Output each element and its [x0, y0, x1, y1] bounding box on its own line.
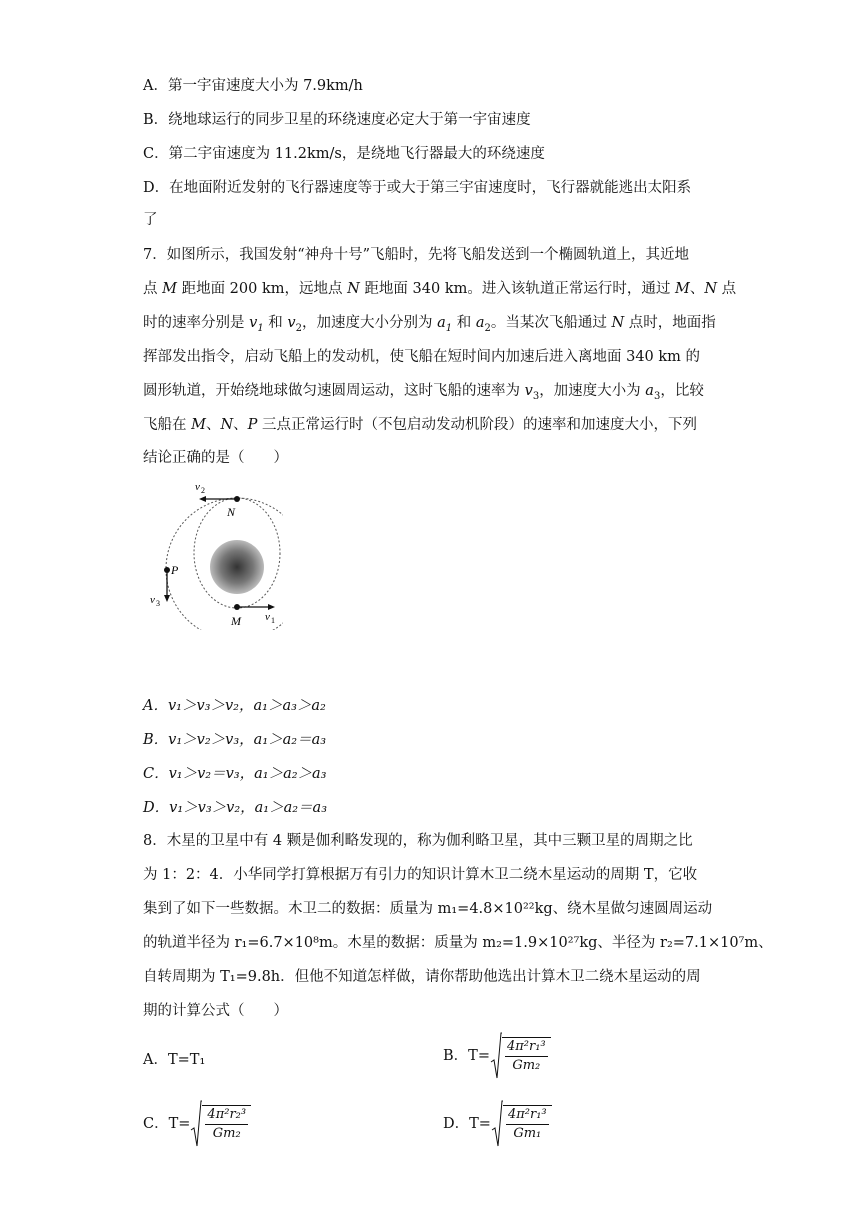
- label-v3: v: [150, 594, 155, 606]
- sqrt-symbol: [190, 1100, 202, 1148]
- sqrt-symbol: [491, 1100, 503, 1148]
- q8-line-3: 集到了如下一些数据。木卫二的数据：质量为 m₁=4.8×10²²kg、绕木星做匀速圆周运动: [143, 901, 713, 917]
- q8-line-4: 的轨道半径为 r₁=6.7×10⁸m。木星的数据：质量为 m₂=1.9×10²⁷kg、半径为 r₂=7.1×10⁷m、: [143, 935, 773, 951]
- q7-line-3: 时的速率分别是 $v_1$ 和 $v_2$，加速度大小分别为 $a_1$ 和 $a_2$。当某次飞船通过 N 点时，地面指: [143, 315, 716, 334]
- label-v1: v: [265, 611, 270, 623]
- q8-option-d: D．T= $\frac{\text{4π²r₁³}}{\text{Gm₁}}$: [443, 1100, 552, 1148]
- q8-line-6: 期的计算公式（ ）: [143, 1003, 288, 1019]
- orbit-diagram: [143, 470, 283, 630]
- q7-option-c: C．v₁＞v₂＝v₃，a₁＞a₂＞a₃: [143, 766, 327, 782]
- q7-line-4: 挥部发出指令，启动飞船上的发动机，使飞船在短时间内加速后进入离地面 340 km 的: [143, 349, 701, 365]
- q6-option-c: C．第二宇宙速度为 11.2km/s，是绕地飞行器最大的环绕速度: [143, 146, 545, 162]
- q7-option-d: D．v₁＞v₃＞v₂，a₁＞a₂＝a₃: [143, 800, 328, 816]
- q8-option-b: B．T= $\frac{\text{4π²r₁³}}{\text{Gm₂}}$: [443, 1032, 551, 1080]
- q6-option-b: B．绕地球运行的同步卫星的环绕速度必定大于第一宇宙速度: [143, 112, 531, 128]
- q7-line-1: 7．如图所示，我国发射“神舟十号”飞船时，先将飞船发送到一个椭圆轨道上，其近地: [143, 247, 690, 263]
- q7-line-2: 点 M 距地面 200 km，远地点 N 距地面 340 km。进入该轨道正常运行时，通过 M、N 点: [143, 281, 737, 297]
- q8-line-2: 为 1：2：4．小华同学打算根据万有引力的知识计算木卫二绕木星运动的周期 T，它收: [143, 867, 698, 883]
- q6-option-d: D．在地面附近发射的飞行器速度等于或大于第三宇宙速度时，飞行器就能逃出太阳系: [143, 180, 692, 196]
- q7-option-b: B．v₁＞v₂＞v₃，a₁＞a₂＝a₃: [143, 732, 327, 748]
- q7-line-6: 飞船在 M、N、P 三点正常运行时（不包启动发动机阶段）的速率和加速度大小，下列: [143, 417, 698, 433]
- q8-option-a: A．T=T₁: [143, 1052, 206, 1068]
- earth: [210, 540, 264, 594]
- svg-text:1: 1: [271, 616, 275, 625]
- label-n: N: [227, 505, 236, 519]
- q8-line-1: 8．木星的卫星中有 4 颗是伽利略发现的，称为伽利略卫星，其中三颗卫星的周期之比: [143, 833, 693, 849]
- q6-option-a: A．第一宇宙速度大小为 7.9km/h: [143, 78, 363, 94]
- q7-line-5: 圆形轨道，开始绕地球做匀速圆周运动，这时飞船的速率为 $v_3$，加速度大小为 $a_3$，比较: [143, 383, 704, 402]
- svg-text:2: 2: [201, 486, 205, 495]
- q8-line-5: 自转周期为 T₁=9.8h．但他不知道怎样做，请你帮助他选出计算木卫二绕木星运动的周: [143, 969, 701, 985]
- svg-text:3: 3: [156, 599, 160, 608]
- q6-option-d-cont: 了: [143, 212, 158, 228]
- label-v2: v: [195, 481, 200, 493]
- q8-option-c: C．T= $\frac{\text{4π²r₂³}}{\text{Gm₂}}$: [143, 1100, 251, 1148]
- q7-line-7: 结论正确的是（ ）: [143, 450, 288, 466]
- q7-option-a: A．v₁＞v₃＞v₂，a₁＞a₃＞a₂: [143, 698, 326, 714]
- label-m: M: [231, 614, 241, 628]
- label-p: P: [171, 563, 179, 577]
- sqrt-symbol: [490, 1032, 502, 1080]
